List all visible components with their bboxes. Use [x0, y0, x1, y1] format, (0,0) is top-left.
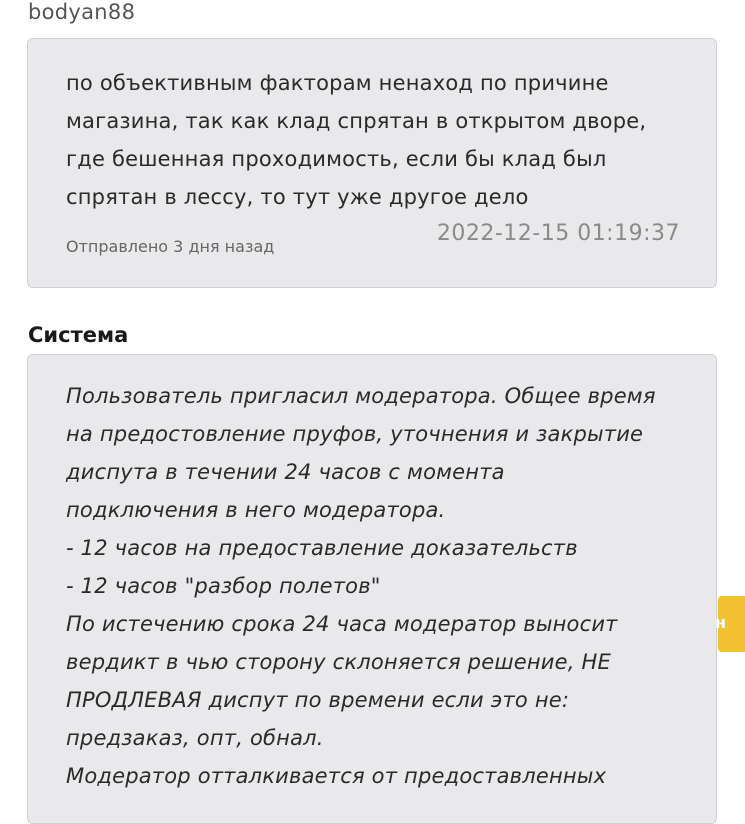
- system-text-line: вердикт в чью сторону склоняется решение, НЕ: [66, 650, 611, 674]
- message-bubble: [27, 38, 717, 288]
- system-text-line: Пользователь пригласил модератора. Общее время: [66, 384, 656, 408]
- system-text-line: ПРОДЛЕВАЯ диспут по времени если это не:: [66, 688, 570, 712]
- system-text-line: - 12 часов на предоставление доказательств: [66, 536, 578, 560]
- side-panel-tab[interactable]: [715, 596, 745, 652]
- system-text-line: предзаказ, опт, обнал.: [66, 726, 324, 750]
- system-message-bubble: [27, 354, 717, 824]
- message-text-line: магазина, так как клад спрятан в открытом дворе,: [66, 109, 647, 133]
- system-text-line: диспута в течении 24 часов с момента: [66, 460, 505, 484]
- system-text-line: По истечению срока 24 часа модератор выносит: [66, 612, 618, 636]
- system-message-text: [66, 377, 696, 795]
- message-text-line: где бешенная проходимость, если бы клад был: [66, 147, 607, 171]
- system-author: Система: [28, 323, 129, 347]
- message-text-line: спрятан в лессу, то тут уже другое дело: [66, 185, 529, 209]
- message-text: [66, 64, 686, 216]
- message-author: bodyan88: [28, 0, 136, 24]
- side-panel-tab-label: н: [715, 613, 727, 632]
- system-text-line: Модератор отталкивается от предоставленных: [66, 764, 607, 788]
- system-text-line: - 12 часов "разбор полетов": [66, 574, 381, 598]
- sent-status: Отправлено 3 дня назад: [66, 237, 275, 256]
- system-text-line: на предостовление пруфов, уточнения и закрытие: [66, 422, 644, 446]
- message-text-line: по объективным факторам ненаход по причине: [66, 71, 609, 95]
- message-timestamp: 2022-12-15 01:19:37: [436, 221, 680, 246]
- system-text-line: подключения в него модератора.: [66, 498, 446, 522]
